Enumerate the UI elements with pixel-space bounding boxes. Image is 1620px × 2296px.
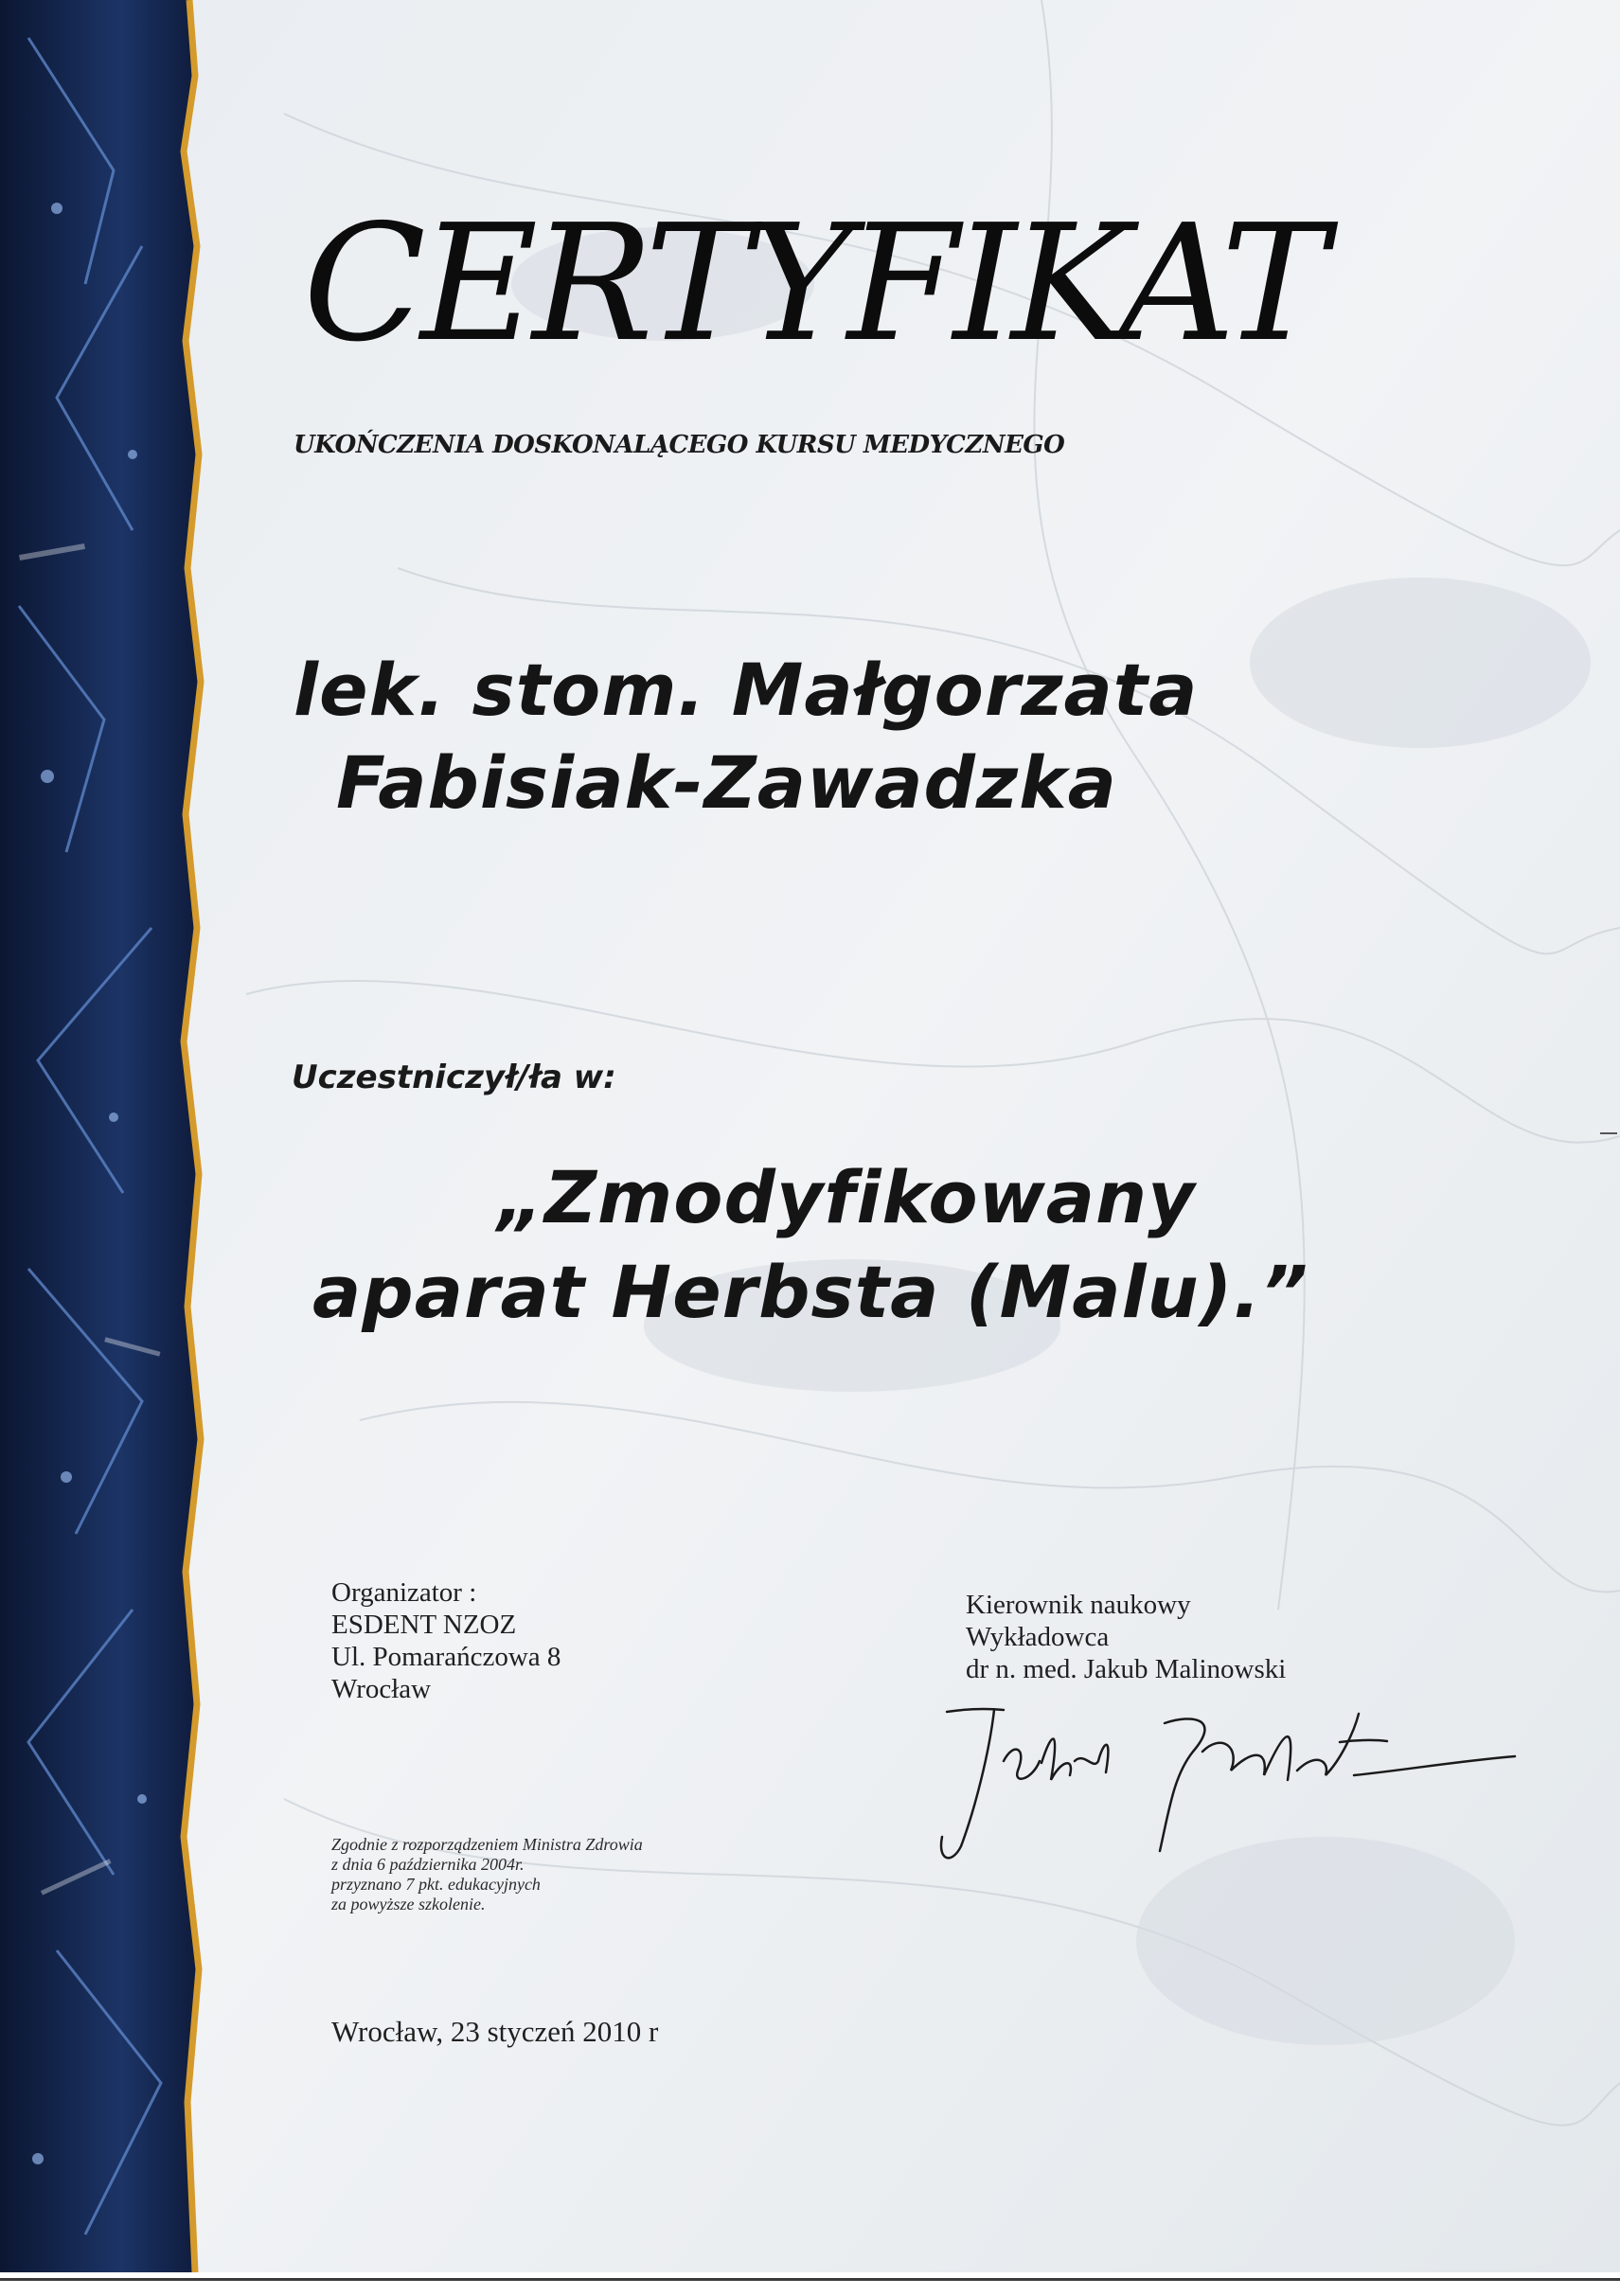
handwritten-signature xyxy=(909,1695,1524,1875)
decorative-marble-band xyxy=(0,0,227,2272)
lecturer-role-2: Wykładowca xyxy=(966,1622,1110,1652)
lecturer-role-1: Kierownik naukowy xyxy=(966,1590,1191,1620)
participated-label: Uczestniczył/ła w: xyxy=(292,1059,616,1096)
certificate-title: CERTYFIKAT xyxy=(303,190,1323,378)
recipient-line2: Fabisiak-Zawadzka xyxy=(336,740,1117,825)
legal-note-line-1: Zgodnie z rozporządzeniem Ministra Zdrowia xyxy=(331,1835,643,1854)
place-and-date: Wrocław, 23 styczeń 2010 r xyxy=(331,2015,659,2048)
organizer-city: Wrocław xyxy=(331,1674,432,1704)
organizer-street: Ul. Pomarańczowa 8 xyxy=(331,1642,561,1672)
lecturer-block xyxy=(966,1589,1286,1685)
course-line2: aparat Herbsta (Malu).” xyxy=(312,1250,1309,1334)
organizer-block xyxy=(331,1576,561,1705)
certificate-subtitle: UKOŃCZENIA DOSKONALĄCEGO KURSU MEDYCZNEGO xyxy=(294,431,1065,459)
course-title xyxy=(312,1150,1581,1340)
legal-note xyxy=(331,1835,643,1914)
recipient-name xyxy=(294,644,1581,829)
scan-edge-line xyxy=(0,2278,1620,2281)
course-line1: „Zmodyfikowany xyxy=(497,1155,1196,1239)
scan-mark xyxy=(1600,1132,1617,1134)
legal-note-line-2: z dnia 6 października 2004r. xyxy=(331,1855,525,1874)
lecturer-name: dr n. med. Jakub Malinowski xyxy=(966,1654,1287,1684)
organizer-label: Organizator : xyxy=(331,1577,477,1608)
legal-note-line-4: za powyższe szkolenie. xyxy=(331,1895,486,1913)
recipient-line1: lek. stom. Małgorzata xyxy=(294,648,1199,732)
legal-note-line-3: przyznano 7 pkt. edukacyjnych xyxy=(331,1875,541,1894)
organizer-name: ESDENT NZOZ xyxy=(331,1610,517,1640)
